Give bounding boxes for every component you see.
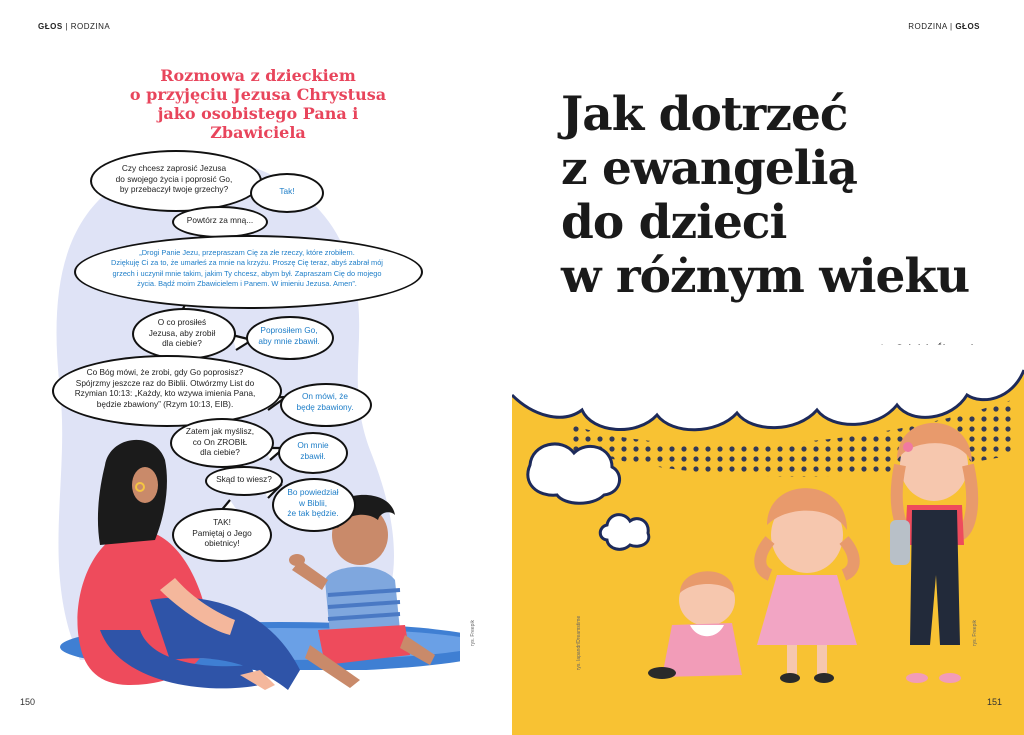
speech-bubble-bible-said: Bo powiedział w Biblii, że tak będzie. <box>287 487 339 518</box>
speech-bubble-remember-promise: TAK! Pamiętaj o Jego obietnicy! <box>192 517 252 548</box>
speech-bubble-question-invite: Czy chcesz zaprosić Jezusa do swojego życia i poprosić Go, by przebaczył twoje grzechy? <box>115 163 233 194</box>
speech-bubble-how-do-you-know: Skąd to wiesz? <box>216 474 272 484</box>
speech-bubble-asked-to-save: Poprosiłem Go, aby mnie zbawił. <box>258 325 320 346</box>
running-head-left: GŁOS | RODZINA <box>38 22 111 31</box>
speech-bubble-romans-verse: Co Bóg mówi, że zrobi, gdy Go poprosisz? Spójrzmy jeszcze raz do Biblii. Otwórzmy List do Rzymian 10:13: „Każdy, kto wzywa imienia Pana, będzie zbawiony” (Rzym 10:13, EIB). <box>74 367 256 409</box>
right-page <box>512 0 1024 735</box>
page-number: 150 <box>20 697 36 707</box>
children-illustration <box>512 345 1024 735</box>
speech-bubble-he-saved-me: On mnie zbawił. <box>297 440 329 461</box>
headline: Jak dotrzeć z ewangelią do dzieci w różnym wieku <box>561 87 970 304</box>
speech-bubble-prayer: „Drogi Panie Jezu, przepraszam Cię za złe rzeczy, które zrobiłem. Dziękuję Ci za to, że umarłeś za mnie na krzyżu. Proszę Cię teraz, abyś zabrał mój grzech i uczynił mnie takim, jakim Ty chcesz, abym był. Zapraszam Cię do mojego życia. Bądź moim Zbawicielem i Panem. W imieniu Jezusa. Amen”. <box>111 248 383 289</box>
speech-bubble-repeat-after-me: Powtórz za mną... <box>186 215 254 225</box>
speech-bubble-what-did-he-do: Zatem jak myślisz, co On ZROBIŁ dla ciebie? <box>185 426 255 457</box>
illustration-credit: rys. Freepik <box>470 619 477 647</box>
page-number: 151 <box>986 697 1002 707</box>
speech-bubble-will-be-saved: On mówi, że będę zbawiony. <box>296 391 354 412</box>
running-head-right: RODZINA | GŁOS <box>908 22 980 31</box>
speech-bubble-answer-yes: Tak! <box>279 186 295 196</box>
article-title: Rozmowa z dzieckiem o przyjęciu Jezusa Chrystusa jako osobistego Pana i Zbawiciela <box>129 66 387 142</box>
speech-bubble-what-did-you-ask: O co prosiłeś Jezusa, aby zrobił dla ciebie? <box>148 317 216 348</box>
photo-credit: rys. lapandr/Dreamstime <box>576 615 583 671</box>
illustration-credit: rys. Freepik <box>972 619 979 647</box>
